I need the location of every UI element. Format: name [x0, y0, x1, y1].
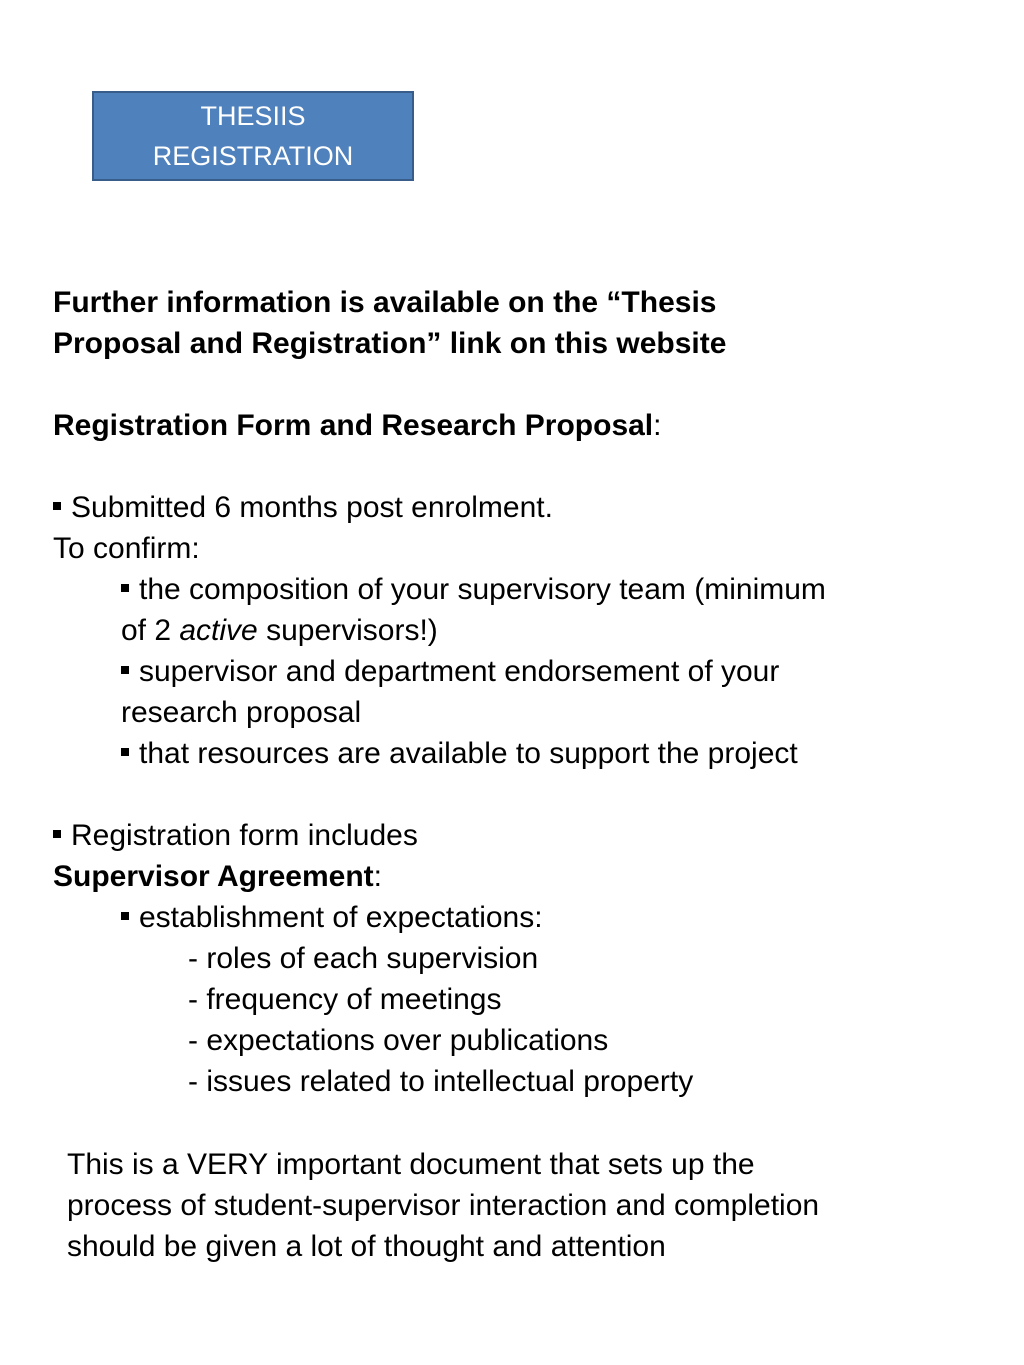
confirm-item-1-suffix: supervisors!)	[257, 614, 438, 647]
closing-line-2: process of student-supervisor interaction and completion	[67, 1189, 820, 1222]
confirm-item-1-line-1	[53, 569, 983, 610]
square-bullet-icon	[121, 912, 129, 920]
agreement-heading-line	[53, 856, 983, 897]
confirm-item-2-line-1	[53, 651, 983, 692]
registration-heading: Registration Form and Research Proposal	[53, 409, 654, 442]
square-bullet-icon	[53, 502, 61, 510]
agreement-heading: Supervisor Agreement	[53, 860, 374, 893]
square-bullet-icon	[53, 830, 61, 838]
confirm-item-1-line-2	[53, 610, 983, 651]
expectation-sub-item: - frequency of meetings	[188, 983, 502, 1016]
registration-heading-line	[53, 405, 983, 446]
spacer	[53, 446, 983, 487]
submitted-item	[53, 487, 983, 528]
closing-paragraph	[67, 1144, 997, 1267]
expectations-item	[53, 897, 983, 938]
square-bullet-icon	[121, 748, 129, 756]
confirm-item-1-prefix: of 2	[121, 614, 180, 647]
to-confirm-label: To confirm:	[53, 532, 200, 565]
submitted-text: Submitted 6 months post enrolment.	[71, 491, 553, 524]
confirm-item-2-text: supervisor and department endorsement of your	[139, 655, 780, 688]
spacer	[53, 774, 983, 815]
form-includes-item	[53, 815, 983, 856]
square-bullet-icon	[121, 584, 129, 592]
agreement-heading-colon: :	[373, 860, 382, 893]
expectations-text: establishment of expectations:	[139, 901, 543, 934]
form-includes-text: Registration form includes	[71, 819, 418, 852]
expectation-sub-item: - issues related to intellectual property	[188, 1065, 694, 1098]
registration-heading-colon: :	[653, 409, 662, 442]
confirm-item-1-text: the composition of your supervisory team (minimum	[139, 573, 826, 606]
spacer	[53, 364, 983, 405]
title-box-line-1: THESIIS	[200, 101, 306, 131]
confirm-item-3	[53, 733, 983, 774]
active-emphasis: active	[179, 614, 258, 647]
thesis-registration-box	[92, 91, 414, 181]
title-box-line-2: REGISTRATION	[152, 141, 354, 171]
main-content	[53, 282, 983, 1102]
confirm-item-2-line-2: research proposal	[121, 696, 362, 729]
closing-line-3: should be given a lot of thought and attention	[67, 1230, 666, 1263]
intro-line-1: Further information is available on the “Thesis	[53, 286, 717, 319]
confirm-item-3-text: that resources are available to support the project	[139, 737, 798, 770]
square-bullet-icon	[121, 666, 129, 674]
expectation-sub-item: - roles of each supervision	[188, 942, 539, 975]
closing-line-1: This is a VERY important document that sets up the	[67, 1148, 755, 1181]
expectation-sub-item: - expectations over publications	[188, 1024, 609, 1057]
intro-line-2: Proposal and Registration” link on this website	[53, 327, 727, 360]
